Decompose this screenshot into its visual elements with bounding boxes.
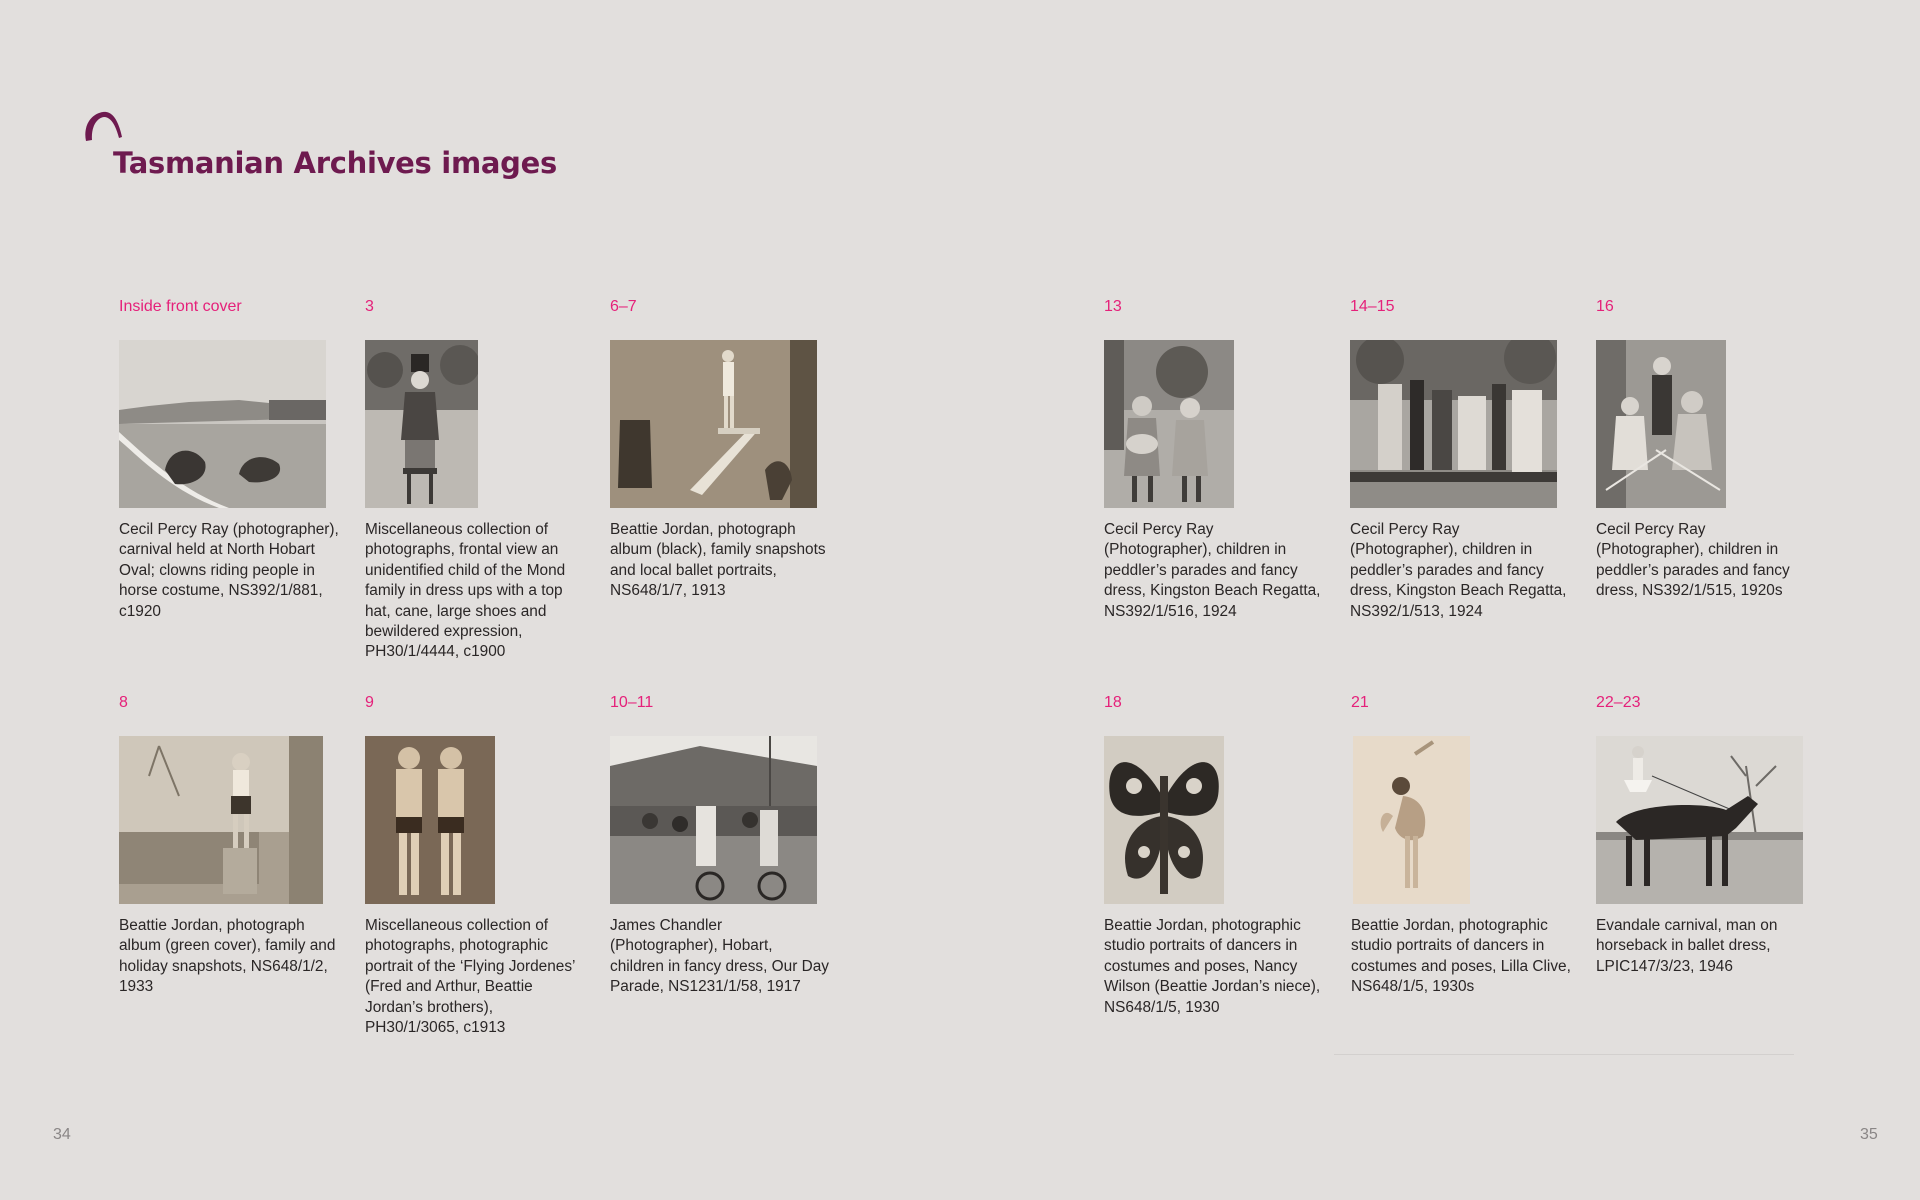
image-caption: Beattie Jordan, photographic studio portraits of dancers in costumes and poses, Nancy Wilson (Beattie Jordan’s niece), NS648/1/5, 1930: [1104, 917, 1321, 1016]
fancy-dress-parade-photo: [610, 736, 817, 904]
page-reference: 3: [365, 298, 374, 315]
balancing-woman-photo: [119, 736, 323, 904]
image-caption: Cecil Percy Ray (Photographer), children in peddler’s parades and fancy dress, Kingston Beach Regatta, NS392/1/516, 1924: [1104, 521, 1321, 620]
page-number-right: 35: [1860, 1126, 1878, 1143]
page-reference: 22–23: [1596, 694, 1641, 711]
page-reference: 14–15: [1350, 298, 1395, 315]
page-reference: 18: [1104, 694, 1122, 711]
image-caption: Cecil Percy Ray (Photographer), children in peddler’s parades and fancy dress, NS392/1/515, 1920s: [1596, 521, 1790, 600]
leaf-logo-icon: [82, 109, 126, 145]
page-reference: 16: [1596, 298, 1614, 315]
image-caption: Cecil Percy Ray (Photographer), children in peddler’s parades and fancy dress, Kingston Beach Regatta, NS392/1/513, 1924: [1350, 521, 1567, 620]
kingston-children-photo: [1104, 340, 1234, 508]
page-reference: Inside front cover: [119, 298, 242, 315]
image-caption: James Chandler (Photographer), Hobart, children in fancy dress, Our Day Parade, NS1231/1/58, 1917: [610, 917, 829, 996]
butterfly-dancer-photo: [1104, 736, 1224, 904]
peddlers-parade-photo: [1596, 340, 1726, 508]
child-top-hat-photo: [365, 340, 478, 508]
ballet-studio-photo: [610, 340, 817, 508]
image-caption: Beattie Jordan, photographic studio portraits of dancers in costumes and poses, Lilla Clive, NS648/1/5, 1930s: [1351, 917, 1571, 996]
page-reference: 9: [365, 694, 374, 711]
page-reference: 6–7: [610, 298, 637, 315]
page-reference: 13: [1104, 298, 1122, 315]
page-reference: 21: [1351, 694, 1369, 711]
image-caption: Cecil Percy Ray (photographer), carnival held at North Hobart Oval; clowns riding people in horse costume, NS392/1/881, c1920: [119, 521, 339, 620]
page-number-left: 34: [53, 1126, 71, 1143]
divider: [1334, 1054, 1794, 1055]
image-caption: Miscellaneous collection of photographs, photographic portrait of the ‘Flying Jordenes’ (Fred and Arthur, Beattie Jordan’s brothers), PH30/1/3065, c1913: [365, 917, 575, 1037]
page-title: Tasmanian Archives images: [113, 146, 557, 180]
regatta-group-photo: [1350, 340, 1557, 508]
page-reference: 8: [119, 694, 128, 711]
carnival-clowns-photo: [119, 340, 326, 508]
image-caption: Beattie Jordan, photograph album (green cover), family and holiday snapshots, NS648/1/2, 1933: [119, 917, 336, 996]
image-caption: Evandale carnival, man on horseback in ballet dress, LPIC147/3/23, 1946: [1596, 917, 1778, 975]
flying-jordenes-photo: [365, 736, 495, 904]
lilla-clive-dancer-photo: [1353, 736, 1470, 904]
image-caption: Beattie Jordan, photograph album (black), family snapshots and local ballet portraits, NS648/1/7, 1913: [610, 521, 826, 600]
image-caption: Miscellaneous collection of photographs, frontal view an unidentified child of the Mond family in dress ups with a top hat, cane, large shoes and bewildered expression, PH30/1/4444, c1900: [365, 521, 566, 661]
horseback-ballet-photo: [1596, 736, 1803, 904]
page-reference: 10–11: [610, 694, 654, 711]
